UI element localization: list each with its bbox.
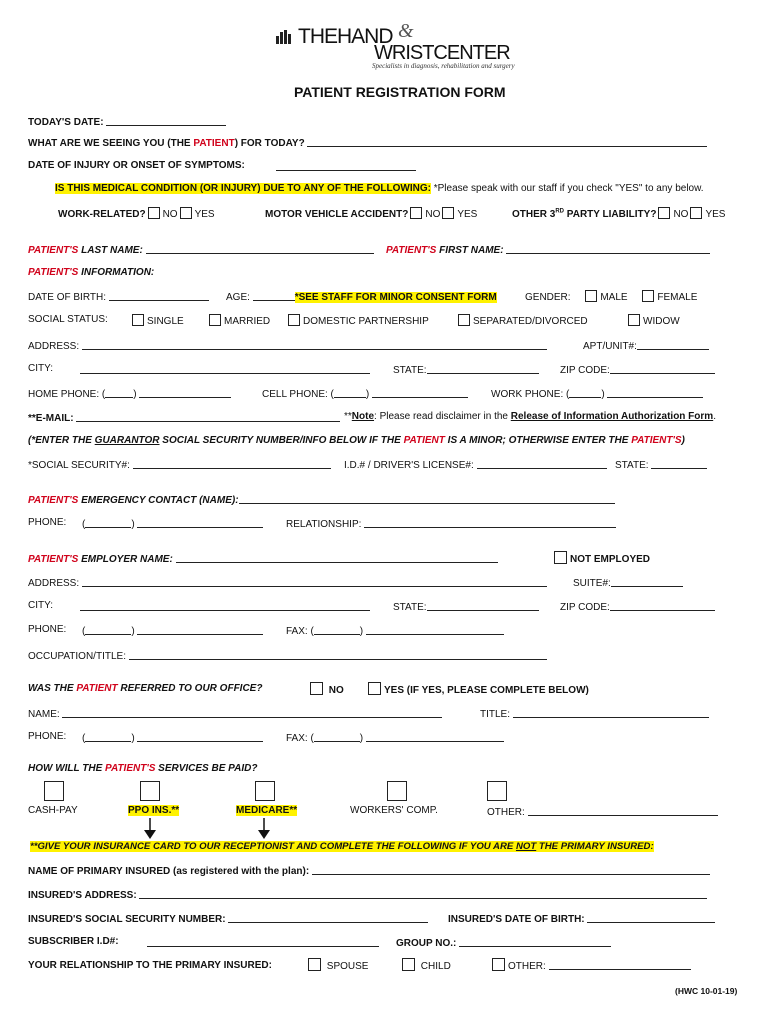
todays-date-field[interactable] (106, 115, 226, 126)
title-label: TITLE: (480, 709, 511, 720)
referrer-phone-field[interactable] (137, 731, 263, 742)
subscriber-field[interactable] (147, 936, 379, 947)
workers-comp-label: WORKERS' COMP. (350, 805, 438, 816)
cell-phone-field[interactable] (372, 387, 468, 398)
address-label: ADDRESS: (28, 578, 80, 589)
insured-ssn-field[interactable] (228, 912, 428, 923)
work-related-row (58, 207, 215, 220)
not-employed-label: NOT EMPLOYED (570, 554, 651, 565)
guarantor-text-c: IS A MINOR; OTHERWISE ENTER THE (444, 435, 632, 446)
first-name-row (386, 243, 710, 256)
information-label: INFORMATION: (78, 267, 155, 278)
emergency-phone-field[interactable] (137, 517, 263, 528)
primary-insured-label: NAME OF PRIMARY INSURED (as registered with the plan): (28, 866, 310, 877)
mva-yes-label: YES (457, 209, 478, 220)
employer-state-field[interactable] (427, 600, 539, 611)
group-field[interactable] (459, 936, 611, 947)
married-label: MARRIED (224, 316, 271, 327)
referrer-fax-area[interactable] (314, 731, 360, 742)
gender-label: GENDER: (525, 292, 571, 303)
hand-logo-icon (276, 30, 294, 44)
primary-insured-field[interactable] (312, 864, 710, 875)
injury-date-label: DATE OF INJURY OR ONSET OF SYMPTOMS: (28, 160, 245, 171)
patient-word: PATIENT'S (28, 267, 79, 278)
injury-date-field[interactable] (276, 160, 416, 171)
logo-tagline: Specialists in diagnosis, rehabilitation and surgery (372, 62, 515, 70)
employer-fax-field[interactable] (366, 624, 504, 635)
last-name-field[interactable] (146, 243, 374, 254)
patient-word: PATIENT'S (386, 245, 437, 256)
third-party-yes-checkbox[interactable] (690, 207, 702, 219)
todays-date-label: TODAY'S DATE: (28, 117, 104, 128)
third-party-no-label: NO (673, 209, 689, 220)
fax-label: FAX: ( (286, 626, 314, 637)
first-name-label: FIRST NAME: (436, 245, 504, 256)
emergency-label: EMERGENCY CONTACT (NAME): (78, 495, 239, 506)
medicare-label: MEDICARE** (236, 805, 298, 816)
referred-yes-checkbox[interactable] (368, 682, 381, 695)
employer-phone-field[interactable] (137, 624, 263, 635)
relationship-label: RELATIONSHIP: (286, 519, 362, 530)
id-license-label: I.D.# / DRIVER'S LICENSE#: (344, 460, 474, 471)
paren: ) (131, 733, 135, 744)
phone-label: PHONE: (28, 517, 67, 528)
state-label: STATE: (393, 602, 427, 613)
emergency-name-field[interactable] (239, 493, 615, 504)
city-field[interactable] (80, 363, 370, 374)
visit-reason-field[interactable] (307, 136, 707, 147)
paid-label-end: SERVICES BE PAID? (155, 763, 258, 774)
insured-dob-label: INSURED'S DATE OF BIRTH: (448, 914, 585, 925)
single-checkbox[interactable] (132, 314, 144, 326)
referred-label: WAS THE (28, 683, 77, 694)
paren: ) (131, 519, 135, 530)
guarantor-text-d: ) (681, 435, 685, 446)
patient-word: PATIENT'S (631, 435, 682, 446)
insurance-note-text: **GIVE YOUR INSURANCE CARD TO OUR RECEPTIONIST AND COMPLETE THE FOLLOWING IF YOU ARE (30, 841, 516, 852)
state-field[interactable] (427, 363, 539, 374)
paid-label: HOW WILL THE (28, 763, 106, 774)
logo-ampersand: & (398, 20, 414, 42)
logo-line-1: THEHAND (298, 25, 393, 48)
patient-word: PATIENT (193, 138, 235, 149)
paren: ) (359, 626, 364, 637)
referred-no-checkbox[interactable] (310, 682, 323, 695)
third-party-label: OTHER 3 (512, 209, 556, 220)
separated-checkbox[interactable] (458, 314, 470, 326)
cash-pay-checkbox[interactable] (44, 781, 64, 801)
email-field[interactable] (76, 411, 340, 422)
female-label: FEMALE (657, 292, 698, 303)
city-label: CITY: (28, 600, 54, 611)
female-checkbox[interactable] (642, 290, 654, 302)
insurance-note-not: NOT (515, 841, 537, 852)
condition-note: *Please speak with our staff if you check "YES" to any below. (433, 183, 704, 194)
ppo-checkbox[interactable] (140, 781, 160, 801)
third-party-row (512, 207, 725, 220)
email-note-end: . (713, 411, 716, 422)
cash-pay-label: CASH-PAY (28, 805, 78, 816)
work-phone-area[interactable] (569, 387, 601, 398)
widow-label: WIDOW (643, 316, 680, 327)
condition-question: IS THIS MEDICAL CONDITION (OR INJURY) DUE TO ANY OF THE FOLLOWING: (55, 183, 431, 194)
mva-label: MOTOR VEHICLE ACCIDENT? (265, 209, 409, 220)
cell-phone-area[interactable] (334, 387, 366, 398)
condition-question-row (55, 183, 704, 194)
work-related-yes-checkbox[interactable] (180, 207, 192, 219)
age-label: AGE: (226, 292, 250, 303)
address-field[interactable] (82, 339, 547, 350)
minor-consent-note: *SEE STAFF FOR MINOR CONSENT FORM (294, 292, 497, 303)
other-relationship-field[interactable] (549, 959, 691, 970)
ssn-label: *SOCIAL SECURITY#: (28, 460, 130, 471)
dob-field[interactable] (109, 290, 209, 301)
apt-label: APT/UNIT#: (583, 341, 637, 352)
work-phone-field[interactable] (607, 387, 703, 398)
paren: ( (82, 733, 86, 744)
relationship-primary-label: YOUR RELATIONSHIP TO THE PRIMARY INSURED: (28, 960, 272, 971)
email-note (344, 411, 716, 422)
visit-reason-label-end: ) FOR TODAY? (234, 138, 305, 149)
male-label: MALE (600, 292, 628, 303)
gender-row (525, 290, 697, 303)
referred-yes-label: YES (IF YES, PLEASE COMPLETE BELOW) (384, 685, 589, 696)
state-label: STATE: (615, 460, 649, 471)
separated-label: SEPARATED/DIVORCED (473, 316, 588, 327)
other-relationship-label: OTHER: (508, 961, 546, 972)
employer-address-field[interactable] (82, 576, 547, 587)
subscriber-label: SUBSCRIBER I.D#: (28, 936, 119, 947)
paren: ) (133, 389, 137, 400)
referrer-phone-area[interactable] (85, 731, 131, 742)
mva-yes-checkbox[interactable] (442, 207, 454, 219)
employer-name-field[interactable] (176, 552, 498, 563)
employer-label: EMPLOYER NAME: (78, 554, 173, 565)
occupation-field[interactable] (129, 649, 547, 660)
zip-label: ZIP CODE: (560, 365, 610, 376)
insured-ssn-label: INSURED'S SOCIAL SECURITY NUMBER: (28, 914, 226, 925)
workers-comp-checkbox[interactable] (387, 781, 407, 801)
insurance-note-end: THE PRIMARY INSURED: (536, 841, 654, 852)
other-pay-checkbox[interactable] (487, 781, 507, 801)
mva-no-label: NO (425, 209, 441, 220)
age-field[interactable] (253, 290, 295, 301)
guarantor-text-b: SOCIAL SECURITY NUMBER/INFO BELOW IF THE (159, 435, 404, 446)
ppo-label: PPO INS.** (128, 805, 180, 816)
referrer-name-field[interactable] (62, 707, 442, 718)
patient-info-heading (28, 267, 154, 278)
address-label: ADDRESS: (28, 341, 80, 352)
other-pay-field[interactable] (528, 805, 718, 816)
occupation-label: OCCUPATION/TITLE: (28, 651, 126, 662)
fax-label: FAX: ( (286, 733, 314, 744)
email-label: **E-MAIL: (28, 413, 74, 424)
employer-zip-field[interactable] (610, 600, 715, 611)
patient-word: PATIENT (403, 435, 445, 446)
suite-label: SUITE#: (573, 578, 611, 589)
first-name-field[interactable] (506, 243, 710, 254)
zip-field[interactable] (610, 363, 715, 374)
dob-row (28, 290, 209, 303)
patient-word: PATIENT'S (105, 763, 156, 774)
last-name-row (28, 243, 374, 256)
referrer-title-field[interactable] (513, 707, 709, 718)
email-note-text: : Please read disclaimer in the (374, 411, 511, 422)
work-phone-label: WORK PHONE: ( (491, 389, 570, 400)
dob-label: DATE OF BIRTH: (28, 292, 106, 303)
guarantor-note (28, 435, 685, 446)
phone-label: PHONE: (28, 731, 67, 742)
third-party-sup: RD (555, 208, 565, 215)
home-phone-field[interactable] (139, 387, 231, 398)
release-form-link[interactable]: Release of Information Authorization Form (510, 411, 714, 422)
work-related-label: WORK-RELATED? (58, 209, 146, 220)
patient-word: PATIENT'S (28, 495, 79, 506)
arrow-down-icon (256, 818, 272, 840)
widow-checkbox[interactable] (628, 314, 640, 326)
guarantor-word: GUARANTOR (94, 435, 160, 446)
single-label: SINGLE (147, 316, 184, 327)
domestic-label: DOMESTIC PARTNERSHIP (303, 316, 429, 327)
paren: ( (82, 626, 86, 637)
phone-label: PHONE: (28, 624, 67, 635)
insurance-note (30, 841, 654, 852)
visit-reason-row (28, 136, 707, 149)
third-party-yes-label: YES (705, 209, 726, 220)
third-party-label-end: PARTY LIABILITY (564, 209, 651, 220)
group-label: GROUP NO.: (396, 938, 457, 949)
paren: ) (601, 389, 605, 400)
patient-word: PATIENT'S (28, 245, 79, 256)
mva-row (265, 207, 477, 220)
home-phone-label: HOME PHONE: ( (28, 389, 106, 400)
work-related-no-label: NO (162, 209, 178, 220)
married-checkbox[interactable] (209, 314, 221, 326)
paren: ) (359, 733, 364, 744)
ssn-field[interactable] (133, 458, 331, 469)
third-party-no-checkbox[interactable] (658, 207, 670, 219)
state-label: STATE: (393, 365, 427, 376)
spouse-label: SPOUSE (326, 961, 369, 972)
insured-address-field[interactable] (139, 888, 707, 899)
mva-no-checkbox[interactable] (410, 207, 422, 219)
city-label: CITY: (28, 363, 54, 374)
employer-phone-area[interactable] (85, 624, 131, 635)
zip-label: ZIP CODE: (560, 602, 610, 613)
referrer-fax-field[interactable] (366, 731, 504, 742)
work-related-yes-label: YES (194, 209, 215, 220)
form-version: (HWC 10-01-19) (675, 986, 738, 996)
employer-city-field[interactable] (80, 600, 370, 611)
medicare-checkbox[interactable] (255, 781, 275, 801)
child-checkbox[interactable] (402, 958, 415, 971)
paren: ( (82, 519, 86, 530)
email-note-bold: Note (351, 411, 375, 422)
logo-line-2: WRISTCENTER (374, 42, 510, 64)
last-name-label: LAST NAME: (78, 245, 143, 256)
email-note-mark: ** (344, 411, 352, 422)
todays-date-row (28, 115, 226, 128)
apt-field[interactable] (637, 339, 709, 350)
guarantor-text-a: (*ENTER THE (28, 435, 95, 446)
spouse-checkbox[interactable] (308, 958, 321, 971)
suite-field[interactable] (611, 576, 683, 587)
social-status-label: SOCIAL STATUS: (28, 314, 108, 325)
id-license-field[interactable] (477, 458, 607, 469)
patient-word: PATIENT'S (28, 554, 79, 565)
insured-address-label: INSURED'S ADDRESS: (28, 890, 137, 901)
male-checkbox[interactable] (585, 290, 597, 302)
emergency-phone-area[interactable] (85, 517, 131, 528)
page-title: PATIENT REGISTRATION FORM (294, 84, 506, 100)
work-related-no-checkbox[interactable] (148, 207, 160, 219)
domestic-checkbox[interactable] (288, 314, 300, 326)
not-employed-checkbox[interactable] (554, 551, 567, 564)
insured-dob-field[interactable] (587, 912, 715, 923)
relationship-field[interactable] (364, 517, 616, 528)
employer-fax-area[interactable] (314, 624, 360, 635)
paren: ) (131, 626, 135, 637)
other-pay-label: OTHER: (487, 807, 525, 818)
name-label: NAME: (28, 709, 60, 720)
child-label: CHILD (420, 961, 451, 972)
license-state-field[interactable] (651, 458, 707, 469)
other-relationship-checkbox[interactable] (492, 958, 505, 971)
referred-label-end: REFERRED TO OUR OFFICE? (117, 683, 263, 694)
patient-word: PATIENT (76, 683, 118, 694)
visit-reason-label: WHAT ARE WE SEEING YOU (THE (28, 138, 194, 149)
age-row (226, 290, 497, 303)
paren: ) (365, 389, 370, 400)
arrow-down-icon (142, 818, 158, 840)
third-party-q: ? (650, 209, 657, 220)
home-phone-area[interactable] (105, 387, 133, 398)
cell-phone-label: CELL PHONE: ( (262, 389, 334, 400)
referred-no-label: NO (328, 685, 344, 696)
